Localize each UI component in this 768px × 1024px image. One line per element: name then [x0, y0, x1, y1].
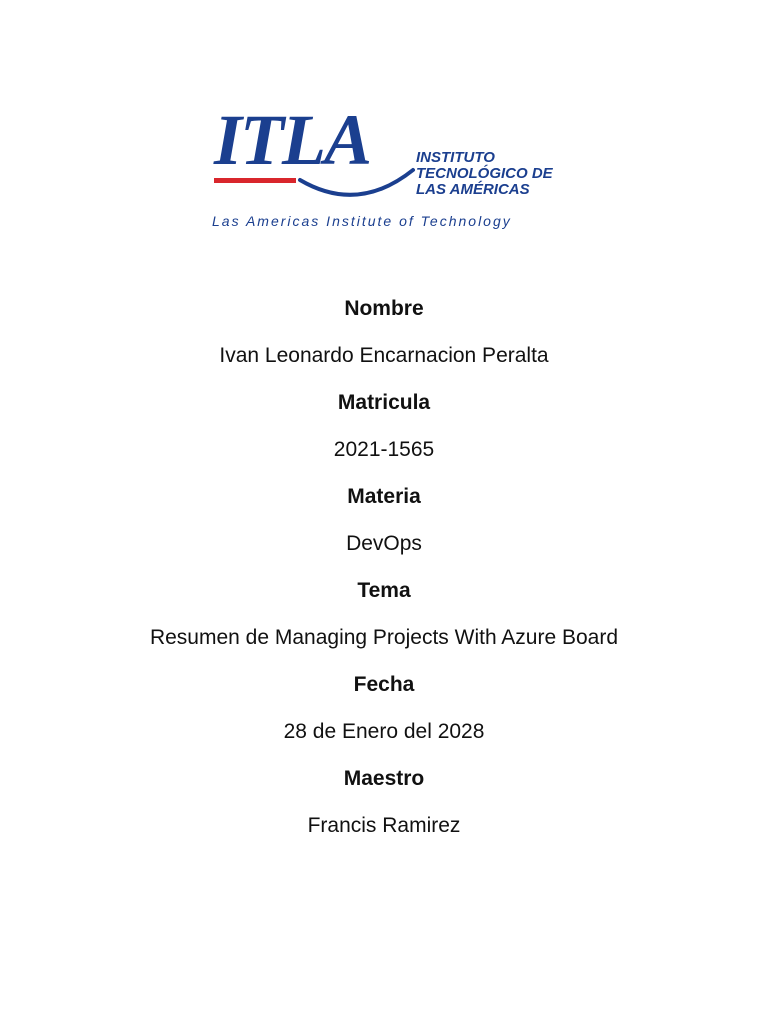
logo-mark: ITLA [214, 100, 371, 180]
field-label: Fecha [353, 673, 415, 696]
field-matricula [0, 390, 768, 463]
logo-name-line1: INSTITUTO [416, 149, 495, 166]
field-value: 2021-1565 [333, 438, 435, 461]
field-label: Materia [347, 485, 421, 508]
cover-fields [0, 296, 768, 860]
field-label: Tema [357, 579, 411, 602]
field-label: Nombre [344, 297, 424, 320]
itla-logo [208, 96, 568, 236]
field-value: Francis Ramirez [307, 814, 461, 837]
field-label: Matricula [337, 391, 431, 414]
field-value: Ivan Leonardo Encarnacion Peralta [219, 344, 549, 367]
field-materia [0, 484, 768, 557]
field-tema [0, 578, 768, 651]
field-value: 28 de Enero del 2028 [283, 720, 485, 743]
field-value: DevOps [346, 532, 422, 555]
logo-name-line2: TECNOLÓGICO DE [416, 165, 553, 182]
field-fecha [0, 672, 768, 745]
field-value: Resumen de Managing Projects With Azure Board [149, 626, 619, 649]
field-maestro [0, 766, 768, 839]
logo-name-line3: LAS AMÉRICAS [416, 181, 530, 198]
logo-tagline: Las Americas Institute of Technology [212, 213, 512, 229]
field-label: Maestro [343, 767, 425, 790]
itla-logo-graphic [208, 96, 568, 236]
field-nombre [0, 296, 768, 369]
